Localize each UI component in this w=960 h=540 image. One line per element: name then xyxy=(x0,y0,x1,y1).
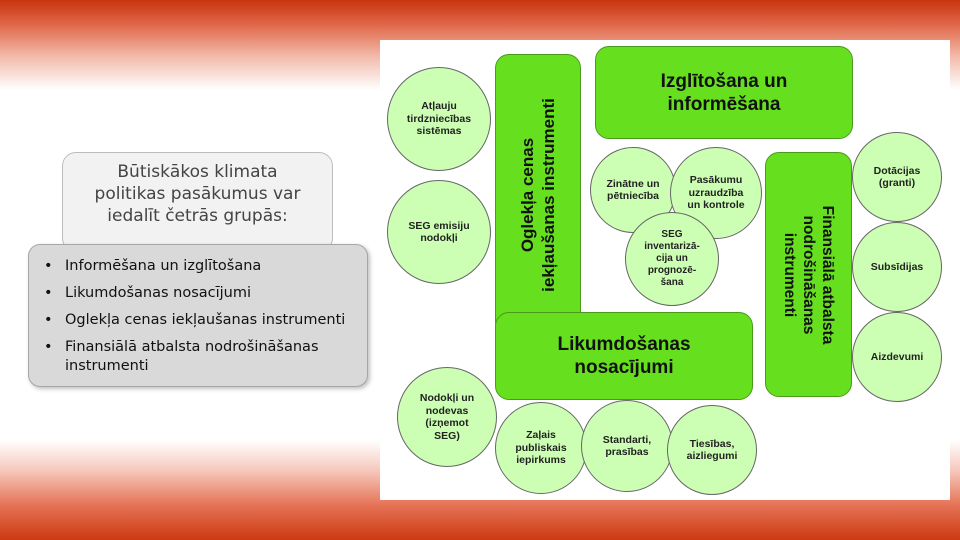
intro-callout xyxy=(62,152,333,252)
circle-subsidies-label: Subsīdijas xyxy=(870,260,924,273)
circle-standards-label: Standarti, prasības xyxy=(602,433,652,458)
intro-text: Būtiskākos klimata politikas pasākumus var iedalīt četrās grupās: xyxy=(94,162,301,226)
groups-list-box xyxy=(28,244,368,387)
rect-legislation-title: Likumdošanas nosacījumi xyxy=(557,334,691,378)
circle-science-label: Zinātne un pētniecība xyxy=(606,177,660,202)
circle-monitoring-label: Pasākumu uzraudzība un kontrole xyxy=(687,174,745,212)
policy-groups-diagram xyxy=(380,40,950,500)
circle-emission-trading xyxy=(387,67,491,171)
circle-loans-label: Aizdevumi xyxy=(870,350,924,363)
rect-education xyxy=(595,46,853,139)
groups-list xyxy=(41,257,357,376)
group-item-education: • Informēšana un izglītošana xyxy=(41,257,357,276)
circle-ghg-tax-label: SEG emisiju nodokļi xyxy=(408,219,470,244)
circle-emission-trading-label: Atļauju tirdzniecības sistēmas xyxy=(406,100,472,138)
circle-taxes-fees-label: Nodokļi un nodevas (izņemot SEG) xyxy=(419,392,475,442)
circle-ghg-tax xyxy=(387,180,491,284)
rect-financial-support-title: Finansiālā atbalsta nodrošināšanas instrumenti xyxy=(781,205,836,344)
circle-grants xyxy=(852,132,942,222)
circle-taxes-fees xyxy=(397,367,497,467)
circle-subsidies xyxy=(852,222,942,312)
group-item-legislation: • Likumdošanas nosacījumi xyxy=(41,284,357,303)
rect-carbon-pricing xyxy=(495,54,581,336)
rect-financial-support xyxy=(765,152,852,397)
circle-rights-bans xyxy=(667,405,757,495)
group-item-financial-support: • Finansiālā atbalsta nodrošināšanas instrumenti xyxy=(41,338,357,376)
rect-carbon-pricing-title: Oglekļa cenas iekļaušanas instrumenti xyxy=(518,98,558,292)
circle-standards xyxy=(581,400,673,492)
circle-rights-bans-label: Tiesības, aizliegumi xyxy=(686,437,738,462)
circle-ghg-inventory-label: SEG inventarizā- cija un prognozē- šana xyxy=(644,229,700,288)
circle-green-procurement-label: Zaļais publiskais iepirkums xyxy=(515,429,567,467)
rect-education-title: Izglītošana un informēšana xyxy=(660,70,788,115)
circle-green-procurement xyxy=(495,402,587,494)
rect-legislation xyxy=(495,312,753,400)
circle-ghg-inventory xyxy=(625,212,719,306)
group-item-carbon-pricing: • Oglekļa cenas iekļaušanas instrumenti xyxy=(41,311,357,330)
circle-grants-label: Dotācijas (granti) xyxy=(873,164,921,189)
circle-loans xyxy=(852,312,942,402)
